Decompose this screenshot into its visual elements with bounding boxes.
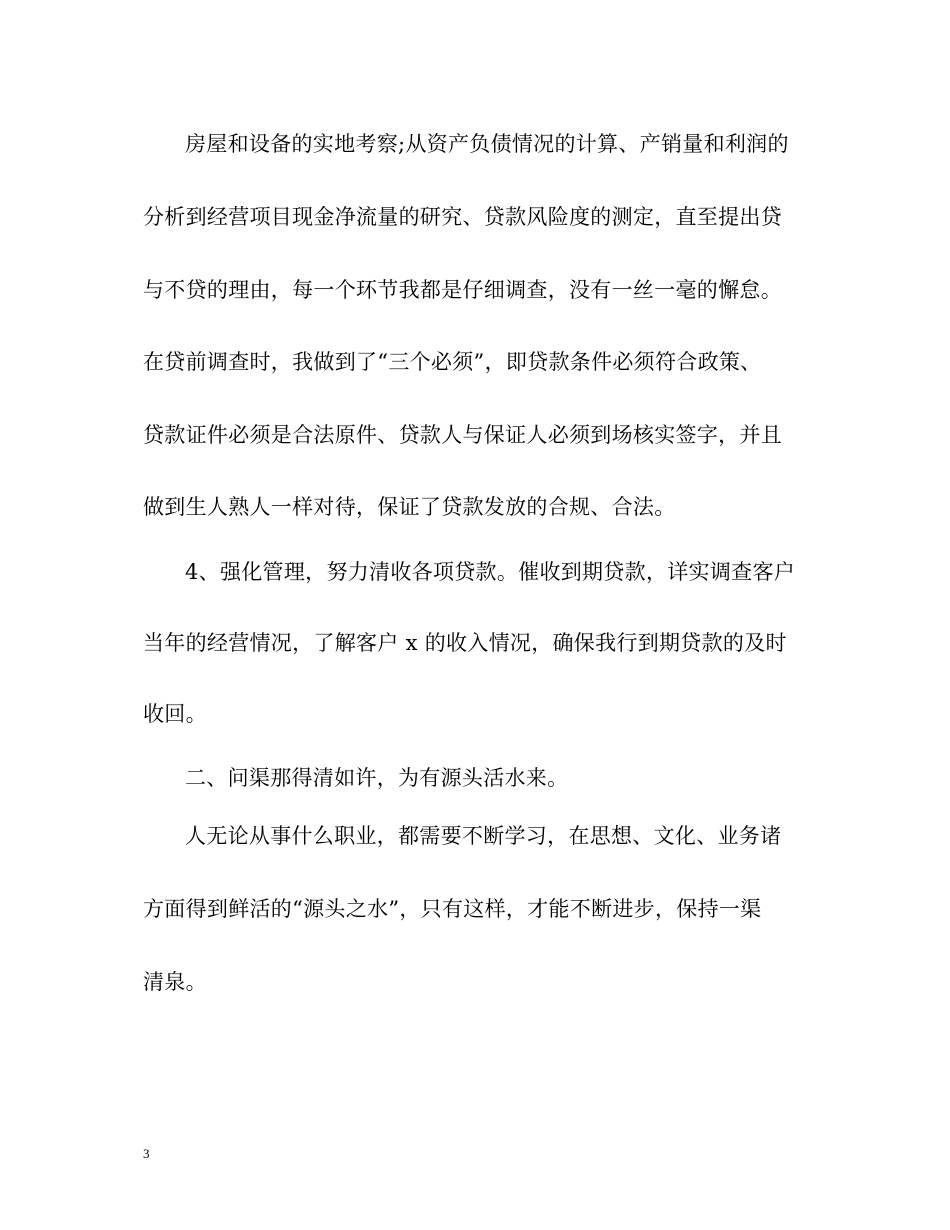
page-number: 3 [143, 1146, 150, 1161]
section-heading: 二、问渠那得清如许，为有源头活水来。 [185, 766, 569, 790]
paragraph-line: 方面得到鲜活的“源头之水”，只有这样，才能不断进步，保持一渠 [143, 897, 762, 921]
paragraph-line: 当年的经营情况，了解客户 x 的收入情况，确保我行到期贷款的及时 [143, 631, 787, 655]
paragraph-line: 分析到经营项目现金净流量的研究、贷款风险度的测定，直至提出贷 [143, 205, 782, 229]
paragraph-line: 做到生人熟人一样对待，保证了贷款发放的合规、合法。 [143, 495, 676, 519]
paragraph-line: 在贷前调查时，我做到了“三个必须”，即贷款条件必须符合政策、 [143, 350, 762, 374]
paragraph-line: 收回。 [143, 702, 207, 726]
paragraph-line: 人无论从事什么职业，都需要不断学习，在思想、文化、业务诸 [185, 824, 782, 848]
paragraph-line: 贷款证件必须是合法原件、贷款人与保证人必须到场核实签字，并且 [143, 423, 782, 447]
paragraph-line: 房屋和设备的实地考察;从资产负债情况的计算、产销量和利润的 [185, 132, 789, 156]
paragraph-line: 与不贷的理由，每一个环节我都是仔细调查，没有一丝一毫的懈怠。 [143, 278, 782, 302]
paragraph-line: 4、强化管理，努力清收各项贷款。催收到期贷款，详实调查客户 [185, 560, 796, 584]
paragraph-line: 清泉。 [143, 970, 207, 994]
